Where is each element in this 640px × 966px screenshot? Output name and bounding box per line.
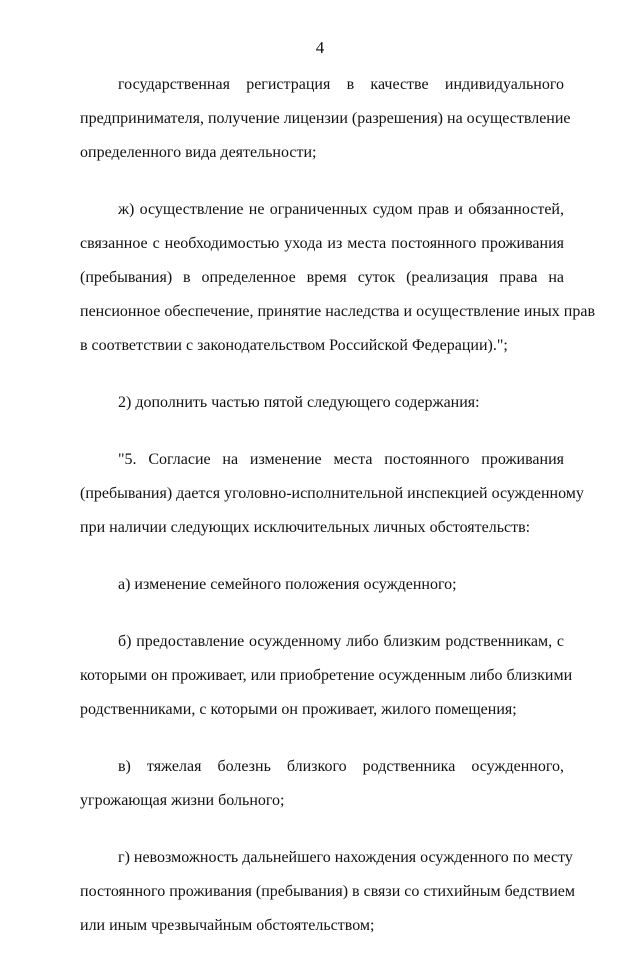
paragraph-part-5: [80, 443, 584, 545]
text-line: пенсионное обеспечение, принятие наследства и осуществление иных прав: [80, 303, 596, 320]
text-line: предпринимателя, получение лицензии (разрешения) на осуществление: [80, 110, 571, 127]
paragraph-item-zh: [80, 193, 596, 363]
text-line: г) невозможность дальнейшего нахождения осужденного по месту: [118, 849, 573, 866]
text-line: определенного вида деятельности;: [80, 144, 317, 161]
paragraph-item-b: [80, 625, 573, 727]
text-line: а) изменение семейного положения осужденного;: [118, 576, 457, 593]
text-line: в соответствии с законодательством Российской Федерации).";: [80, 337, 508, 354]
paragraph-amendment-2: [80, 386, 564, 420]
text-line: (пребывания) дается уголовно-исполнительной инспекцией осужденному: [80, 485, 584, 502]
page-number: 4: [315, 38, 325, 57]
text-line: б) предоставление осужденному либо близким родственникам, с: [118, 633, 564, 650]
text-line: родственниками, с которыми он проживает, жилого помещения;: [80, 701, 517, 718]
text-line: при наличии следующих исключительных личных обстоятельств:: [80, 519, 531, 536]
text-line: ж) осуществление не ограниченных судом прав и обязанностей,: [118, 201, 564, 218]
paragraph-item-g: [80, 841, 575, 943]
text-line: угрожающая жизни больного;: [80, 792, 285, 809]
paragraph-item-v: [80, 750, 564, 818]
paragraph-registration: [80, 68, 571, 170]
text-line: государственная регистрация в качестве индивидуального: [118, 76, 564, 93]
document-body: [80, 68, 596, 966]
text-line: или иным чрезвычайным обстоятельством;: [80, 917, 375, 934]
text-line: (пребывания) в определенное время суток (реализация права на: [80, 269, 564, 286]
text-line: 2) дополнить частью пятой следующего содержания:: [118, 394, 480, 411]
text-line: которыми он проживает, или приобретение осужденным либо близкими: [80, 667, 573, 684]
text-line: в) тяжелая болезнь близкого родственника осужденного,: [118, 758, 564, 775]
text-line: связанное с необходимостью ухода из места постоянного проживания: [80, 235, 564, 252]
text-line: "5. Согласие на изменение места постоянного проживания: [118, 451, 564, 468]
paragraph-item-a: [80, 568, 564, 602]
text-line: постоянного проживания (пребывания) в связи со стихийным бедствием: [80, 883, 575, 900]
